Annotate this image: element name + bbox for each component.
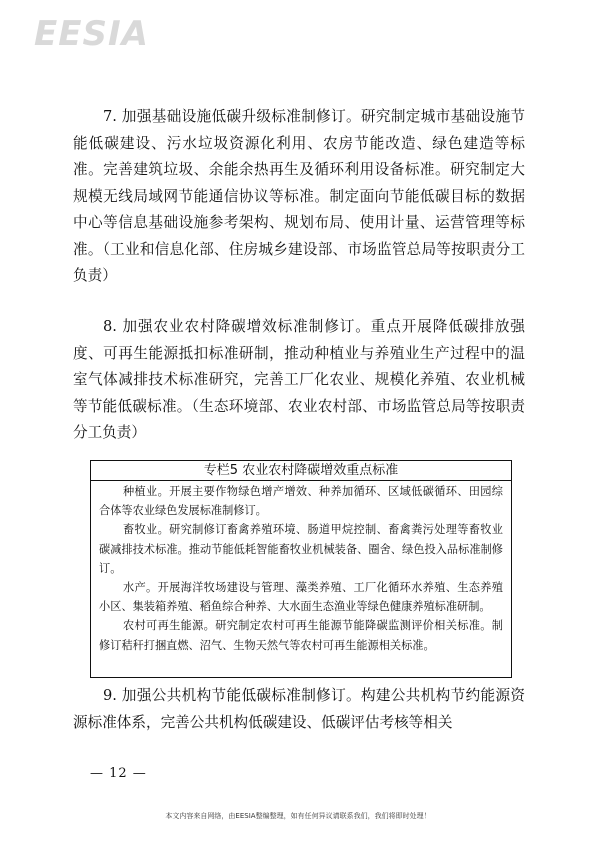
footer-disclaimer: 本文内容来自网络，由EESIA整编整理，如有任何异议请联系我们，我们将即时处理！ xyxy=(165,812,431,820)
page-number: — 12 — xyxy=(90,766,147,781)
paragraph-7: 7. 加强基础设施低碳升级标准制修订。研究制定城市基础设施节能低碳建设、污水垃圾资源化利用、农房节能改造、绿色建造等标准。完善建筑垃圾、余能余热再生及循环利用设备标准。研究制定大规模无线局域网节能通信协议等标准。制定面向节能低碳目标的数据中心等信息基础设施参考架构、规划布局、使用计量、运营管理等标准。（工业和信息化部、住房城乡建设部、市场监管总局等按职责分工负责） xyxy=(73,108,525,284)
eesia-logo: EESIA xyxy=(34,14,149,54)
box-item-renewable-energy: 农村可再生能源。研究制定农村可再生能源节能降碳监测评价相关标准。制修订秸秆打捆直燃、沼气、生物天然气等农村可再生能源相关标准。 xyxy=(99,619,503,652)
box-item-livestock: 畜牧业。研究制修订畜禽养殖环境、肠道甲烷控制、畜禽粪污处理等畜牧业碳减排技术标准。推动节能低耗智能畜牧业机械装备、圈舍、绿色投入品标准制修订。 xyxy=(99,523,503,575)
box-item-planting: 种植业。开展主要作物绿色增产增效、种养加循环、区域低碳循环、田园综合体等农业绿色发展标准制修订。 xyxy=(99,485,503,518)
column-box-title: 专栏5 农业农村降碳增效重点标准 xyxy=(91,461,511,481)
box-item-aquaculture: 水产。开展海洋牧场建设与管理、藻类养殖、工厂化循环水养殖、生态养殖小区、集装箱养殖、稻鱼综合种养、大水面生态渔业等绿色健康养殖标准研制。 xyxy=(99,581,503,614)
paragraph-9: 9. 加强公共机构节能低碳标准制修订。构建公共机构节约能源资源标准体系，完善公共机构低碳建设、低碳评估考核等相关 xyxy=(73,687,525,731)
column-box-body xyxy=(91,481,511,655)
paragraph-8: 8. 加强农业农村降碳增效标准制修订。重点开展降低碳排放强度、可再生能源抵扣标准研制，推动种植业与养殖业生产过程中的温室气体减排技术标准研究，完善工厂化农业、规模化养殖、农业机械等节能低碳标准。（生态环境部、农业农村部、市场监管总局等按职责分工负责） xyxy=(73,318,525,441)
column-box-5 xyxy=(90,460,512,678)
